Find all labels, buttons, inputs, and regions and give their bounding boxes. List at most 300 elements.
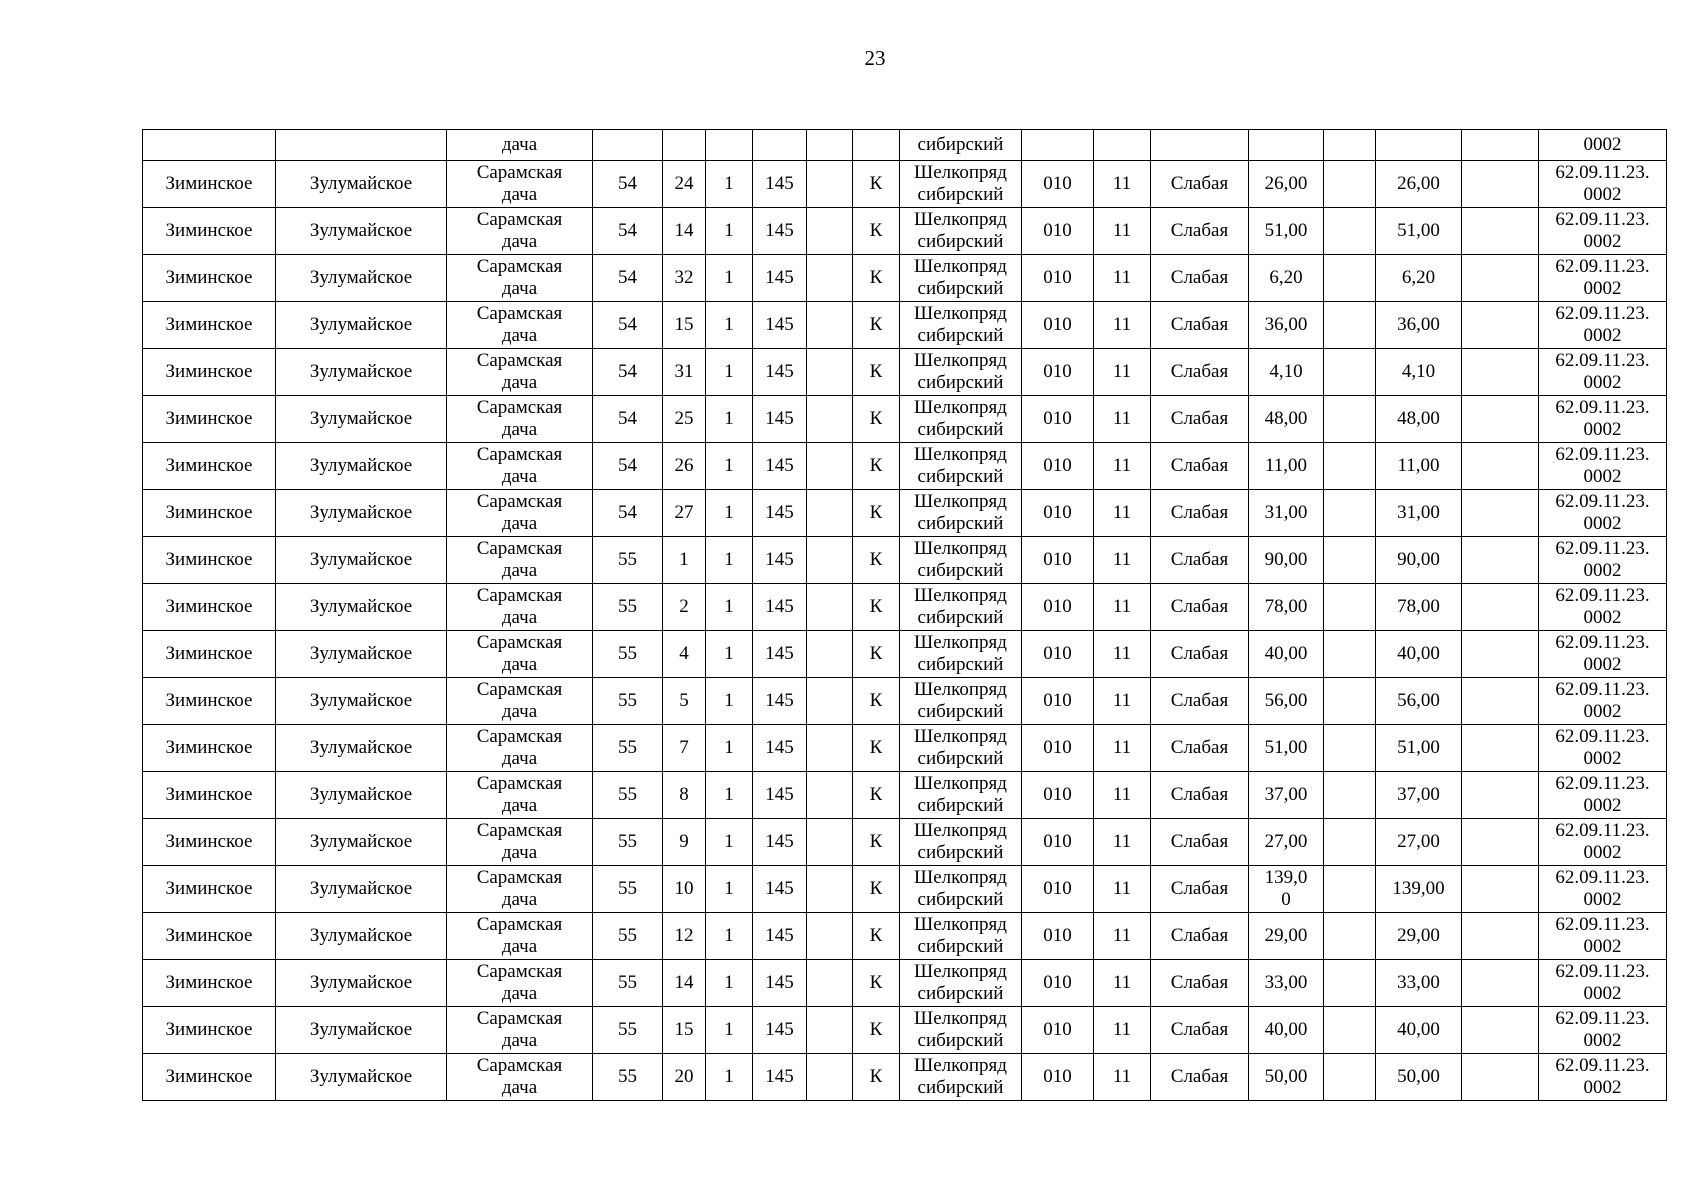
pest-cell: Шелкопряд сибирский xyxy=(900,725,1022,772)
kvartal-cell: 54 xyxy=(593,255,663,302)
col-6-cell: 1 xyxy=(706,866,753,913)
col-12-cell: 11 xyxy=(1094,631,1151,678)
col-17-cell xyxy=(1462,208,1539,255)
degree-cell: Слабая xyxy=(1151,208,1249,255)
kvartal-cell: 54 xyxy=(593,161,663,208)
code-cell: 010 xyxy=(1022,584,1094,631)
col-12-cell: 11 xyxy=(1094,490,1151,537)
vydel-cell: 15 xyxy=(663,302,706,349)
col-15-cell xyxy=(1324,130,1376,161)
area-cell: 139,0 0 xyxy=(1249,866,1324,913)
lesnichestvo-cell: Зиминское xyxy=(143,1007,276,1054)
vydel-cell: 5 xyxy=(663,678,706,725)
col-17-cell xyxy=(1462,443,1539,490)
area-cell: 51,00 xyxy=(1249,208,1324,255)
area-total-cell xyxy=(1376,130,1462,161)
col-12-cell: 11 xyxy=(1094,302,1151,349)
table-row xyxy=(143,349,1667,396)
area-cell: 48,00 xyxy=(1249,396,1324,443)
area-total-cell: 31,00 xyxy=(1376,490,1462,537)
pest-cell: Шелкопряд сибирский xyxy=(900,1054,1022,1101)
table-row xyxy=(143,396,1667,443)
col-7-cell: 145 xyxy=(753,537,807,584)
area-total-cell: 50,00 xyxy=(1376,1054,1462,1101)
degree-cell: Слабая xyxy=(1151,537,1249,584)
uchastok-cell: Зулумайское xyxy=(276,537,447,584)
col-12-cell: 11 xyxy=(1094,1054,1151,1101)
area-cell: 50,00 xyxy=(1249,1054,1324,1101)
degree-cell: Слабая xyxy=(1151,866,1249,913)
col-12-cell xyxy=(1094,130,1151,161)
col-7-cell: 145 xyxy=(753,772,807,819)
species-cell: К xyxy=(853,490,900,537)
species-cell: К xyxy=(853,584,900,631)
col-15-cell xyxy=(1324,443,1376,490)
degree-cell: Слабая xyxy=(1151,255,1249,302)
area-total-cell: 48,00 xyxy=(1376,396,1462,443)
col-7-cell: 145 xyxy=(753,490,807,537)
page-number: 23 xyxy=(864,46,886,70)
data-table-container xyxy=(142,129,1667,1101)
uchastok-cell: Зулумайское xyxy=(276,490,447,537)
col-12-cell: 11 xyxy=(1094,1007,1151,1054)
degree-cell xyxy=(1151,130,1249,161)
code-cell: 010 xyxy=(1022,631,1094,678)
okved-cell: 62.09.11.23. 0002 xyxy=(1539,584,1667,631)
uchastok-cell: Зулумайское xyxy=(276,349,447,396)
uchastok-cell: Зулумайское xyxy=(276,678,447,725)
area-total-cell: 29,00 xyxy=(1376,913,1462,960)
pest-cell: Шелкопряд сибирский xyxy=(900,208,1022,255)
code-cell: 010 xyxy=(1022,772,1094,819)
lesnichestvo-cell: Зиминское xyxy=(143,490,276,537)
vydel-cell: 27 xyxy=(663,490,706,537)
kvartal-cell: 55 xyxy=(593,866,663,913)
area-cell: 51,00 xyxy=(1249,725,1324,772)
lesnichestvo-cell: Зиминское xyxy=(143,208,276,255)
col-17-cell xyxy=(1462,960,1539,1007)
okved-cell: 62.09.11.23. 0002 xyxy=(1539,255,1667,302)
code-cell: 010 xyxy=(1022,208,1094,255)
col-7-cell: 145 xyxy=(753,866,807,913)
area-cell: 40,00 xyxy=(1249,631,1324,678)
dacha-cell: Сарамская дача xyxy=(447,1007,593,1054)
col-15-cell xyxy=(1324,960,1376,1007)
col-15-cell xyxy=(1324,537,1376,584)
col-15-cell xyxy=(1324,255,1376,302)
col-6-cell: 1 xyxy=(706,725,753,772)
area-total-cell: 51,00 xyxy=(1376,208,1462,255)
area-cell: 37,00 xyxy=(1249,772,1324,819)
okved-cell: 62.09.11.23. 0002 xyxy=(1539,866,1667,913)
col-6-cell: 1 xyxy=(706,584,753,631)
lesnichestvo-cell: Зиминское xyxy=(143,960,276,1007)
col-7-cell: 145 xyxy=(753,1007,807,1054)
table-row xyxy=(143,960,1667,1007)
dacha-cell: Сарамская дача xyxy=(447,255,593,302)
area-cell: 78,00 xyxy=(1249,584,1324,631)
col-17-cell xyxy=(1462,584,1539,631)
col-8-cell xyxy=(807,130,853,161)
area-total-cell: 78,00 xyxy=(1376,584,1462,631)
col-8-cell xyxy=(807,960,853,1007)
col-7-cell: 145 xyxy=(753,960,807,1007)
lesnichestvo-cell: Зиминское xyxy=(143,819,276,866)
col-7-cell: 145 xyxy=(753,161,807,208)
pest-cell: Шелкопряд сибирский xyxy=(900,537,1022,584)
col-12-cell: 11 xyxy=(1094,255,1151,302)
col-15-cell xyxy=(1324,584,1376,631)
col-17-cell xyxy=(1462,349,1539,396)
col-8-cell xyxy=(807,584,853,631)
code-cell: 010 xyxy=(1022,443,1094,490)
col-7-cell: 145 xyxy=(753,1054,807,1101)
uchastok-cell: Зулумайское xyxy=(276,913,447,960)
species-cell: К xyxy=(853,725,900,772)
species-cell: К xyxy=(853,255,900,302)
degree-cell: Слабая xyxy=(1151,302,1249,349)
pest-cell: Шелкопряд сибирский xyxy=(900,631,1022,678)
col-7-cell: 145 xyxy=(753,255,807,302)
vydel-cell: 20 xyxy=(663,1054,706,1101)
uchastok-cell: Зулумайское xyxy=(276,960,447,1007)
col-15-cell xyxy=(1324,302,1376,349)
uchastok-cell: Зулумайское xyxy=(276,772,447,819)
col-12-cell: 11 xyxy=(1094,725,1151,772)
col-6-cell: 1 xyxy=(706,396,753,443)
area-total-cell: 11,00 xyxy=(1376,443,1462,490)
kvartal-cell: 55 xyxy=(593,819,663,866)
table-row xyxy=(143,537,1667,584)
col-17-cell xyxy=(1462,490,1539,537)
col-8-cell xyxy=(807,772,853,819)
degree-cell: Слабая xyxy=(1151,490,1249,537)
dacha-cell: Сарамская дача xyxy=(447,819,593,866)
col-6-cell: 1 xyxy=(706,537,753,584)
col-12-cell: 11 xyxy=(1094,537,1151,584)
area-total-cell: 51,00 xyxy=(1376,725,1462,772)
degree-cell: Слабая xyxy=(1151,161,1249,208)
col-8-cell xyxy=(807,490,853,537)
lesnichestvo-cell: Зиминское xyxy=(143,772,276,819)
vydel-cell: 1 xyxy=(663,537,706,584)
table-row xyxy=(143,725,1667,772)
okved-cell: 62.09.11.23. 0002 xyxy=(1539,725,1667,772)
dacha-cell: Сарамская дача xyxy=(447,349,593,396)
code-cell: 010 xyxy=(1022,255,1094,302)
col-12-cell: 11 xyxy=(1094,866,1151,913)
lesnichestvo-cell: Зиминское xyxy=(143,725,276,772)
table-row xyxy=(143,490,1667,537)
uchastok-cell: Зулумайское xyxy=(276,161,447,208)
okved-cell: 62.09.11.23. 0002 xyxy=(1539,537,1667,584)
lesnichestvo-cell: Зиминское xyxy=(143,678,276,725)
col-12-cell: 11 xyxy=(1094,584,1151,631)
col-17-cell xyxy=(1462,725,1539,772)
code-cell xyxy=(1022,130,1094,161)
code-cell: 010 xyxy=(1022,1054,1094,1101)
vydel-cell: 31 xyxy=(663,349,706,396)
dacha-cell: Сарамская дача xyxy=(447,537,593,584)
area-total-cell: 40,00 xyxy=(1376,1007,1462,1054)
table-row xyxy=(143,1007,1667,1054)
degree-cell: Слабая xyxy=(1151,913,1249,960)
col-7-cell: 145 xyxy=(753,302,807,349)
col-15-cell xyxy=(1324,349,1376,396)
col-7-cell xyxy=(753,130,807,161)
col-15-cell xyxy=(1324,819,1376,866)
kvartal-cell: 55 xyxy=(593,1007,663,1054)
lesnichestvo-cell: Зиминское xyxy=(143,349,276,396)
area-cell: 31,00 xyxy=(1249,490,1324,537)
pest-cell: сибирский xyxy=(900,130,1022,161)
col-6-cell: 1 xyxy=(706,255,753,302)
degree-cell: Слабая xyxy=(1151,584,1249,631)
col-17-cell xyxy=(1462,396,1539,443)
area-cell: 90,00 xyxy=(1249,537,1324,584)
dacha-cell: дача xyxy=(447,130,593,161)
okved-cell: 62.09.11.23. 0002 xyxy=(1539,772,1667,819)
code-cell: 010 xyxy=(1022,725,1094,772)
uchastok-cell: Зулумайское xyxy=(276,819,447,866)
area-cell: 4,10 xyxy=(1249,349,1324,396)
kvartal-cell: 55 xyxy=(593,631,663,678)
col-15-cell xyxy=(1324,772,1376,819)
col-12-cell: 11 xyxy=(1094,913,1151,960)
col-6-cell: 1 xyxy=(706,631,753,678)
okved-cell: 62.09.11.23. 0002 xyxy=(1539,819,1667,866)
code-cell: 010 xyxy=(1022,349,1094,396)
col-6-cell: 1 xyxy=(706,208,753,255)
dacha-cell: Сарамская дача xyxy=(447,913,593,960)
table-row xyxy=(143,443,1667,490)
col-8-cell xyxy=(807,1054,853,1101)
pest-cell: Шелкопряд сибирский xyxy=(900,960,1022,1007)
lesnichestvo-cell xyxy=(143,130,276,161)
table-row xyxy=(143,819,1667,866)
species-cell: К xyxy=(853,1007,900,1054)
col-17-cell xyxy=(1462,678,1539,725)
table-row xyxy=(143,161,1667,208)
col-6-cell: 1 xyxy=(706,490,753,537)
col-12-cell: 11 xyxy=(1094,772,1151,819)
dacha-cell: Сарамская дача xyxy=(447,631,593,678)
vydel-cell: 4 xyxy=(663,631,706,678)
uchastok-cell: Зулумайское xyxy=(276,725,447,772)
uchastok-cell xyxy=(276,130,447,161)
col-15-cell xyxy=(1324,631,1376,678)
kvartal-cell: 55 xyxy=(593,584,663,631)
pest-cell: Шелкопряд сибирский xyxy=(900,490,1022,537)
degree-cell: Слабая xyxy=(1151,631,1249,678)
kvartal-cell: 55 xyxy=(593,1054,663,1101)
col-12-cell: 11 xyxy=(1094,443,1151,490)
col-17-cell xyxy=(1462,161,1539,208)
area-total-cell: 26,00 xyxy=(1376,161,1462,208)
vydel-cell: 10 xyxy=(663,866,706,913)
area-cell: 29,00 xyxy=(1249,913,1324,960)
dacha-cell: Сарамская дача xyxy=(447,490,593,537)
area-total-cell: 90,00 xyxy=(1376,537,1462,584)
table-row xyxy=(143,302,1667,349)
col-8-cell xyxy=(807,537,853,584)
dacha-cell: Сарамская дача xyxy=(447,208,593,255)
col-15-cell xyxy=(1324,1007,1376,1054)
area-cell: 33,00 xyxy=(1249,960,1324,1007)
code-cell: 010 xyxy=(1022,396,1094,443)
species-cell: К xyxy=(853,631,900,678)
col-15-cell xyxy=(1324,490,1376,537)
code-cell: 010 xyxy=(1022,819,1094,866)
area-total-cell: 40,00 xyxy=(1376,631,1462,678)
col-7-cell: 145 xyxy=(753,725,807,772)
col-15-cell xyxy=(1324,161,1376,208)
vydel-cell: 24 xyxy=(663,161,706,208)
col-12-cell: 11 xyxy=(1094,349,1151,396)
pest-cell: Шелкопряд сибирский xyxy=(900,443,1022,490)
col-6-cell: 1 xyxy=(706,772,753,819)
col-8-cell xyxy=(807,913,853,960)
col-12-cell: 11 xyxy=(1094,396,1151,443)
okved-cell: 62.09.11.23. 0002 xyxy=(1539,443,1667,490)
vydel-cell: 12 xyxy=(663,913,706,960)
degree-cell: Слабая xyxy=(1151,1054,1249,1101)
lesnichestvo-cell: Зиминское xyxy=(143,161,276,208)
degree-cell: Слабая xyxy=(1151,819,1249,866)
col-8-cell xyxy=(807,396,853,443)
col-8-cell xyxy=(807,725,853,772)
col-17-cell xyxy=(1462,302,1539,349)
species-cell: К xyxy=(853,302,900,349)
col-8-cell xyxy=(807,1007,853,1054)
pest-cell: Шелкопряд сибирский xyxy=(900,302,1022,349)
area-cell: 36,00 xyxy=(1249,302,1324,349)
dacha-cell: Сарамская дача xyxy=(447,725,593,772)
dacha-cell: Сарамская дача xyxy=(447,678,593,725)
code-cell: 010 xyxy=(1022,960,1094,1007)
area-cell: 27,00 xyxy=(1249,819,1324,866)
dacha-cell: Сарамская дача xyxy=(447,772,593,819)
lesnichestvo-cell: Зиминское xyxy=(143,443,276,490)
lesnichestvo-cell: Зиминское xyxy=(143,302,276,349)
col-6-cell: 1 xyxy=(706,443,753,490)
species-cell: К xyxy=(853,772,900,819)
lesnichestvo-cell: Зиминское xyxy=(143,631,276,678)
species-cell: К xyxy=(853,960,900,1007)
species-cell: К xyxy=(853,819,900,866)
table-row xyxy=(143,208,1667,255)
species-cell: К xyxy=(853,443,900,490)
area-total-cell: 27,00 xyxy=(1376,819,1462,866)
species-cell: К xyxy=(853,537,900,584)
col-6-cell: 1 xyxy=(706,960,753,1007)
code-cell: 010 xyxy=(1022,913,1094,960)
col-6-cell: 1 xyxy=(706,819,753,866)
col-15-cell xyxy=(1324,725,1376,772)
col-7-cell: 145 xyxy=(753,208,807,255)
pest-cell: Шелкопряд сибирский xyxy=(900,678,1022,725)
okved-cell: 62.09.11.23. 0002 xyxy=(1539,208,1667,255)
col-17-cell xyxy=(1462,1054,1539,1101)
vydel-cell: 26 xyxy=(663,443,706,490)
species-cell: К xyxy=(853,1054,900,1101)
vydel-cell: 8 xyxy=(663,772,706,819)
col-7-cell: 145 xyxy=(753,819,807,866)
code-cell: 010 xyxy=(1022,161,1094,208)
uchastok-cell: Зулумайское xyxy=(276,584,447,631)
degree-cell: Слабая xyxy=(1151,678,1249,725)
code-cell: 010 xyxy=(1022,678,1094,725)
area-total-cell: 36,00 xyxy=(1376,302,1462,349)
degree-cell: Слабая xyxy=(1151,396,1249,443)
col-8-cell xyxy=(807,208,853,255)
col-15-cell xyxy=(1324,1054,1376,1101)
species-cell xyxy=(853,130,900,161)
uchastok-cell: Зулумайское xyxy=(276,1054,447,1101)
col-7-cell: 145 xyxy=(753,584,807,631)
okved-cell: 62.09.11.23. 0002 xyxy=(1539,161,1667,208)
kvartal-cell: 54 xyxy=(593,349,663,396)
col-12-cell: 11 xyxy=(1094,678,1151,725)
col-17-cell xyxy=(1462,537,1539,584)
okved-cell: 0002 xyxy=(1539,130,1667,161)
kvartal-cell: 55 xyxy=(593,913,663,960)
table-row xyxy=(143,1054,1667,1101)
kvartal-cell: 54 xyxy=(593,490,663,537)
vydel-cell: 7 xyxy=(663,725,706,772)
table-row xyxy=(143,584,1667,631)
col-15-cell xyxy=(1324,208,1376,255)
okved-cell: 62.09.11.23. 0002 xyxy=(1539,490,1667,537)
col-6-cell: 1 xyxy=(706,913,753,960)
area-cell: 11,00 xyxy=(1249,443,1324,490)
table-row-continuation xyxy=(143,130,1667,161)
species-cell: К xyxy=(853,208,900,255)
species-cell: К xyxy=(853,396,900,443)
area-cell xyxy=(1249,130,1324,161)
kvartal-cell: 55 xyxy=(593,725,663,772)
vydel-cell: 14 xyxy=(663,208,706,255)
uchastok-cell: Зулумайское xyxy=(276,1007,447,1054)
dacha-cell: Сарамская дача xyxy=(447,866,593,913)
okved-cell: 62.09.11.23. 0002 xyxy=(1539,1007,1667,1054)
vydel-cell: 9 xyxy=(663,819,706,866)
table-row xyxy=(143,678,1667,725)
uchastok-cell: Зулумайское xyxy=(276,866,447,913)
area-total-cell: 56,00 xyxy=(1376,678,1462,725)
pest-cell: Шелкопряд сибирский xyxy=(900,772,1022,819)
area-total-cell: 33,00 xyxy=(1376,960,1462,1007)
col-7-cell: 145 xyxy=(753,631,807,678)
pest-cell: Шелкопряд сибирский xyxy=(900,255,1022,302)
lesnichestvo-cell: Зиминское xyxy=(143,584,276,631)
vydel-cell xyxy=(663,130,706,161)
table-row xyxy=(143,913,1667,960)
area-cell: 40,00 xyxy=(1249,1007,1324,1054)
pest-cell: Шелкопряд сибирский xyxy=(900,349,1022,396)
col-12-cell: 11 xyxy=(1094,960,1151,1007)
col-15-cell xyxy=(1324,396,1376,443)
degree-cell: Слабая xyxy=(1151,772,1249,819)
col-12-cell: 11 xyxy=(1094,161,1151,208)
vydel-cell: 25 xyxy=(663,396,706,443)
col-17-cell xyxy=(1462,866,1539,913)
col-6-cell: 1 xyxy=(706,678,753,725)
uchastok-cell: Зулумайское xyxy=(276,443,447,490)
area-total-cell: 37,00 xyxy=(1376,772,1462,819)
area-total-cell: 6,20 xyxy=(1376,255,1462,302)
col-8-cell xyxy=(807,678,853,725)
